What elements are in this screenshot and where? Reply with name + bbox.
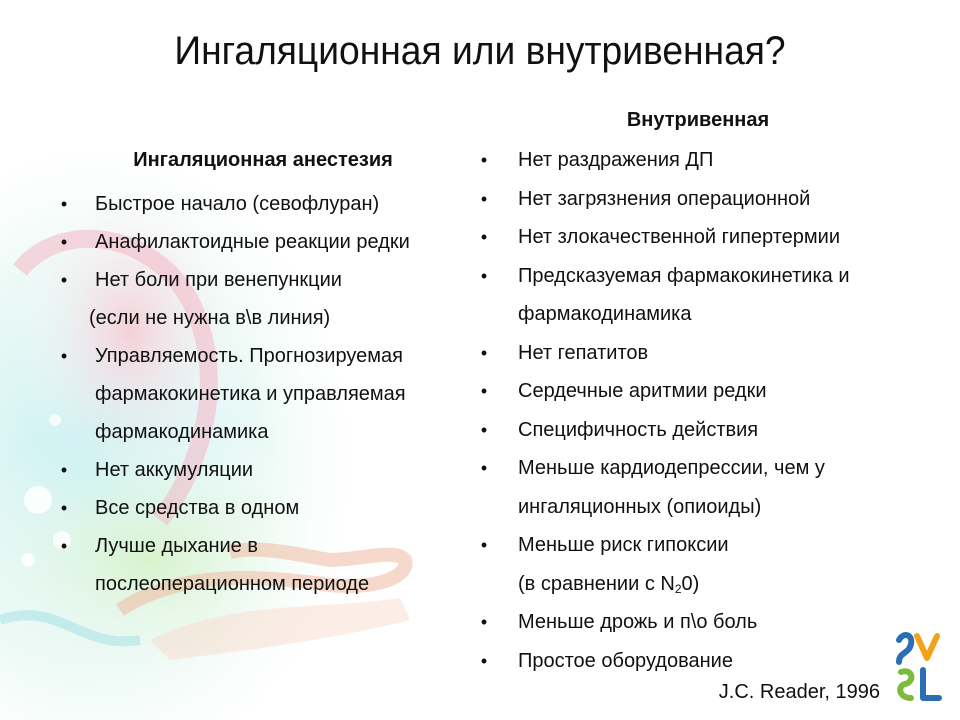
- bullet-icon: •: [480, 381, 488, 401]
- logo-stroke-orange: [917, 636, 937, 658]
- list-item: • Простое оборудование: [478, 642, 918, 681]
- bullet-icon: •: [60, 498, 68, 518]
- intravenous-column: [478, 107, 918, 680]
- logo-stroke-blue: [899, 635, 911, 662]
- list-item: • Нет боли при венепункции (если не нужна в\в линия): [58, 261, 458, 337]
- logo-icon: [893, 628, 945, 708]
- list-item: • Сердечные аритмии редки: [478, 372, 918, 411]
- list-item: • Меньше дрожь и п\о боль: [478, 603, 918, 642]
- list-item: • Предсказуемая фармакокинетика и фармакодинамика: [478, 257, 918, 334]
- slide-title: Ингаляционная или внутривенная?: [174, 29, 786, 73]
- bullet-icon: •: [480, 650, 488, 671]
- bullet-icon: •: [60, 270, 68, 290]
- list-item: • Нет гепатитов: [478, 334, 918, 373]
- bubble: [24, 486, 52, 514]
- list-item: • Быстрое начало (севофлуран): [58, 185, 458, 223]
- bullet-icon: •: [480, 227, 488, 247]
- bullet-icon: •: [60, 536, 68, 556]
- list-item: • Нет загрязнения операционной: [478, 180, 918, 219]
- logo-stroke-green: [900, 671, 911, 698]
- bullet-icon: •: [60, 232, 68, 252]
- intravenous-list: [478, 141, 918, 680]
- bullet-icon: •: [480, 535, 488, 555]
- bullet-icon: •: [60, 194, 68, 214]
- list-item: • Специфичность действия: [478, 411, 918, 450]
- logo-letter-v: V: [932, 656, 933, 657]
- inhalation-column: [58, 147, 458, 603]
- bullet-icon: •: [60, 460, 68, 480]
- list-item: • Нет раздражения ДП: [478, 141, 918, 180]
- list-item: • Меньше кардиодепрессии, чем у ингаляционных (опиоиды): [478, 449, 918, 526]
- bullet-icon: •: [480, 458, 488, 478]
- list-item: • Нет аккумуляции: [58, 451, 458, 489]
- citation: J.C. Reader, 1996: [718, 681, 880, 703]
- list-item: • Все средства в одном: [58, 489, 458, 527]
- list-item: • Управляемость. Прогнозируемая фармакокинетика и управляемая фармакодинамика: [58, 337, 458, 451]
- list-item: • Нет злокачественной гипертермии: [478, 218, 918, 257]
- intravenous-heading: Внутривенная: [626, 109, 770, 131]
- bullet-icon: •: [480, 265, 488, 286]
- bubble: [21, 553, 35, 567]
- inhalation-list: [58, 185, 458, 603]
- list-item: • Анафилактоидные реакции редки: [58, 223, 458, 261]
- comparison-line: (в сравнении с $N_20$): [518, 572, 700, 596]
- logo-letter-l: L: [931, 694, 932, 695]
- inhalation-heading: Ингаляционная анестезия: [133, 149, 393, 171]
- list-item: • Лучше дыхание в послеоперационном периоде: [58, 527, 458, 603]
- bullet-icon: •: [480, 419, 488, 440]
- bullet-icon: •: [480, 342, 488, 363]
- bullet-icon: •: [60, 346, 68, 366]
- list-item: • Меньше риск гипоксии (в сравнении с $N_20$): [478, 526, 918, 603]
- bullet-icon: •: [480, 612, 488, 632]
- bullet-icon: •: [480, 150, 488, 170]
- bullet-icon: •: [480, 188, 488, 209]
